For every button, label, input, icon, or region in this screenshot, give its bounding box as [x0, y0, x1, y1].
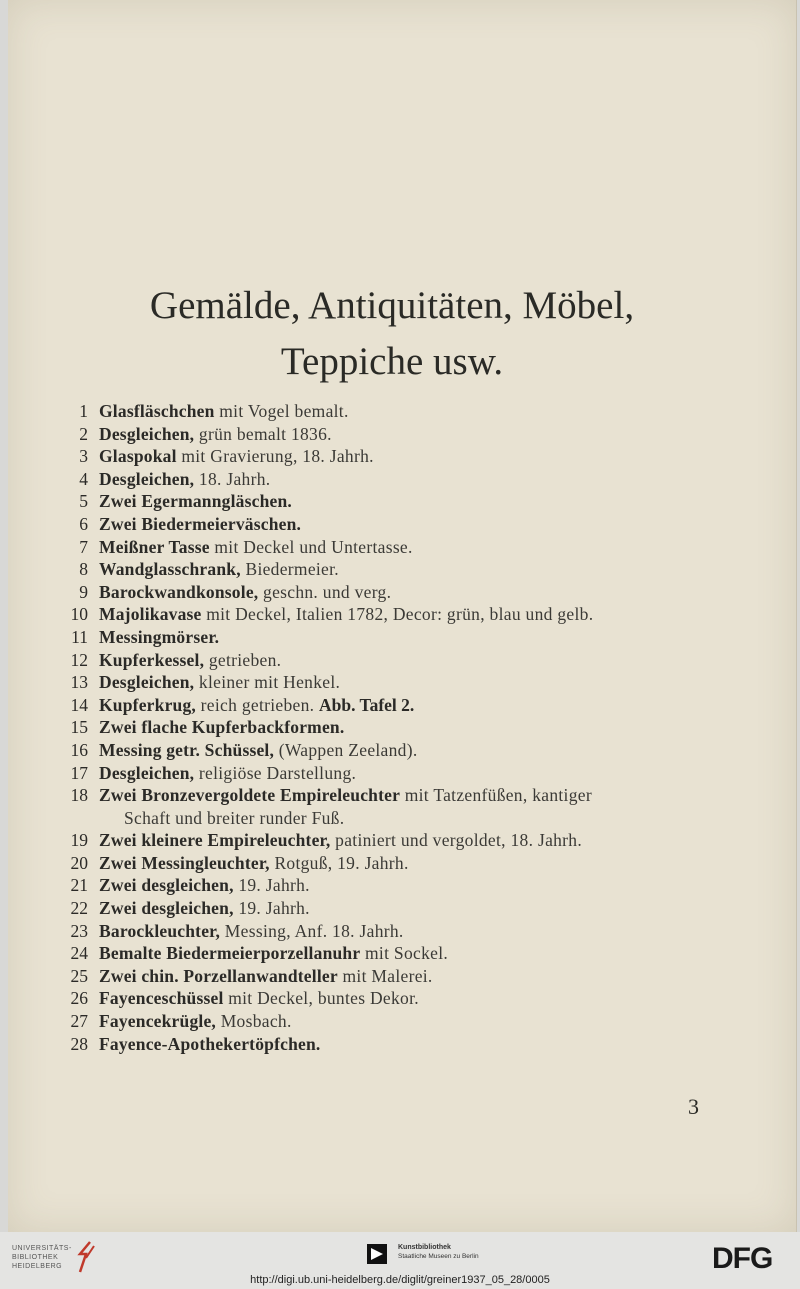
item-number: 14	[70, 694, 88, 715]
item-name: Zwei desgleichen,	[99, 898, 234, 919]
heidelberg-mark-icon	[76, 1240, 96, 1274]
item-description	[99, 536, 413, 559]
catalog-item	[8, 649, 788, 672]
source-url-link[interactable]: http://digi.ub.uni-heidelberg.de/diglit/greiner1937_05_28/0005	[250, 1274, 550, 1286]
catalog-item	[8, 694, 788, 717]
item-description	[99, 829, 582, 852]
item-description	[99, 942, 448, 965]
item-description	[99, 784, 592, 807]
item-details: reich getrieben.	[196, 694, 319, 715]
item-name: Fayence-Apothekertöpfchen.	[99, 1033, 321, 1054]
item-description	[99, 671, 340, 694]
item-details: getrieben.	[204, 649, 282, 670]
scanned-page	[8, 0, 797, 1232]
page-title	[8, 278, 776, 390]
catalog-item	[8, 920, 788, 943]
item-details-continued: Schaft und breiter runder Fuß.	[124, 807, 345, 828]
item-number: 1	[79, 401, 88, 421]
item-number: 27	[70, 1011, 88, 1032]
item-name: Barockleuchter,	[99, 920, 221, 941]
item-details: 18. Jahrh.	[194, 468, 271, 489]
item-description	[99, 897, 310, 920]
item-details: mit Malerei.	[337, 965, 433, 986]
item-description	[99, 513, 301, 536]
item-number: 24	[70, 943, 88, 964]
catalog-item	[8, 490, 788, 513]
item-name: Kupferkessel,	[99, 649, 205, 670]
catalog-item	[8, 603, 788, 626]
item-name: Bemalte Biedermeierporzellanuhr	[99, 943, 361, 964]
item-name: Desgleichen,	[99, 423, 195, 444]
item-number: 5	[79, 491, 88, 512]
item-name: Zwei Egermanngläschen.	[99, 491, 293, 512]
item-number: 11	[71, 626, 88, 647]
item-details: mit Vogel bemalt.	[214, 401, 349, 421]
item-description	[99, 739, 418, 762]
item-details: 19. Jahrh.	[233, 875, 310, 896]
item-description	[99, 558, 339, 581]
item-number: 13	[70, 672, 88, 693]
item-description	[99, 400, 349, 423]
item-name: Desgleichen,	[99, 762, 195, 783]
item-description	[99, 965, 433, 988]
item-name: Messing getr. Schüssel,	[99, 739, 275, 760]
item-description	[99, 762, 356, 785]
item-name: Majolikavase	[99, 604, 202, 625]
item-number: 22	[70, 898, 88, 919]
catalog-item	[8, 626, 788, 649]
item-details: Mosbach.	[216, 1011, 292, 1032]
catalog-item	[8, 874, 788, 897]
item-number: 19	[70, 830, 88, 851]
item-details: mit Deckel und Untertasse.	[209, 536, 413, 557]
catalog-item	[8, 739, 788, 762]
item-name: Zwei flache Kupferbackformen.	[99, 717, 345, 738]
catalog-item	[8, 784, 788, 807]
item-details: kleiner mit Henkel.	[194, 672, 341, 693]
item-number: 6	[79, 513, 88, 534]
item-details: religiöse Darstellung.	[194, 762, 357, 783]
item-details: mit Deckel, buntes Dekor.	[223, 988, 419, 1009]
catalog-item	[8, 445, 788, 468]
title-line-2: Teppiche usw.	[280, 340, 504, 383]
catalog-item	[8, 558, 788, 581]
catalog-item	[8, 987, 788, 1010]
item-number: 4	[79, 468, 88, 489]
catalog-item	[8, 423, 788, 446]
title-line-1: Gemälde, Antiquitäten, Möbel,	[149, 284, 635, 327]
item-number: 7	[79, 536, 88, 557]
item-number: 15	[70, 717, 88, 738]
item-number: 25	[70, 965, 88, 986]
item-name: Glaspokal	[99, 446, 177, 467]
item-number: 9	[79, 581, 88, 602]
item-name: Zwei chin. Porzellanwandteller	[99, 965, 338, 986]
item-description	[99, 603, 593, 626]
dfg-logo: DFG	[712, 1242, 773, 1275]
footer-bar	[0, 1232, 800, 1289]
item-details: (Wappen Zeeland).	[274, 739, 418, 760]
item-details: Biedermeier.	[240, 559, 339, 580]
item-number: 3	[79, 446, 88, 467]
item-number: 17	[70, 762, 88, 783]
item-number: 23	[70, 920, 88, 941]
catalog-item	[8, 1010, 788, 1033]
item-number: 20	[70, 852, 88, 873]
catalog-item	[8, 965, 788, 988]
item-description	[99, 716, 344, 739]
item-description	[99, 626, 219, 649]
catalog-item	[8, 513, 788, 536]
catalog-item	[8, 536, 788, 559]
item-name: Barockwandkonsole,	[99, 581, 259, 602]
item-description	[99, 694, 414, 717]
item-description	[99, 1033, 320, 1056]
catalog-list	[8, 400, 788, 1055]
catalog-item	[8, 671, 788, 694]
catalog-item	[8, 468, 788, 491]
catalog-item	[8, 942, 788, 965]
kunstbibliothek-logo-icon	[367, 1244, 387, 1264]
kunstbibliothek-label: Kunstbibliothek Staatliche Museen zu Berlin	[398, 1244, 479, 1260]
item-number: 21	[70, 875, 88, 896]
catalog-item-continuation	[8, 807, 788, 830]
catalog-item	[8, 762, 788, 785]
item-details: mit Deckel, Italien 1782, Decor: grün, blau und gelb.	[201, 604, 594, 625]
item-name: Zwei Messingleuchter,	[99, 852, 270, 873]
item-description	[99, 987, 419, 1010]
page-number: 3	[688, 1094, 699, 1119]
item-description	[99, 1010, 292, 1033]
item-number: 28	[70, 1033, 88, 1054]
item-description	[99, 581, 391, 604]
item-number: 16	[70, 739, 88, 760]
catalog-item	[8, 716, 788, 739]
item-name: Desgleichen,	[99, 468, 195, 489]
item-number: 10	[70, 604, 88, 625]
item-name: Fayencekrügle,	[99, 1011, 217, 1032]
item-number: 12	[70, 649, 88, 670]
item-number: 26	[70, 988, 88, 1009]
item-details: mit Tatzenfüßen, kantiger	[400, 785, 592, 806]
item-name: Fayenceschüssel	[99, 988, 224, 1009]
item-description	[99, 920, 404, 943]
item-description	[99, 649, 281, 672]
item-name: Zwei desgleichen,	[99, 875, 234, 896]
catalog-item	[8, 897, 788, 920]
item-name: Zwei Bronzevergoldete Empireleuchter	[99, 785, 401, 806]
item-description	[99, 445, 374, 468]
item-number: 8	[79, 559, 88, 580]
item-name: Glasfläschchen	[99, 401, 215, 421]
item-description	[99, 852, 409, 875]
item-name: Kupferkrug,	[99, 694, 196, 715]
catalog-item	[8, 1033, 788, 1056]
item-details: grün bemalt 1836.	[194, 423, 332, 444]
catalog-item	[8, 829, 788, 852]
item-details: mit Gravierung, 18. Jahrh.	[176, 446, 374, 467]
item-name: Zwei Biedermeierväschen.	[99, 513, 302, 534]
item-name: Desgleichen,	[99, 672, 195, 693]
item-details: mit Sockel.	[360, 943, 449, 964]
item-description	[99, 874, 310, 897]
item-details: Messing, Anf. 18. Jahrh.	[220, 920, 404, 941]
item-name: Meißner Tasse	[99, 536, 210, 557]
catalog-item	[8, 852, 788, 875]
item-details: geschn. und verg.	[258, 581, 392, 602]
item-description	[99, 423, 332, 446]
catalog-item	[8, 581, 788, 604]
item-number: 2	[79, 423, 88, 444]
item-description	[99, 490, 292, 513]
item-description	[99, 468, 270, 491]
university-library-logo: UNIVERSITÄTS- BIBLIOTHEK HEIDELBERG	[12, 1245, 72, 1270]
item-name: Zwei kleinere Empireleuchter,	[99, 830, 331, 851]
item-plate-reference: Abb. Tafel 2.	[318, 694, 415, 715]
item-details: 19. Jahrh.	[233, 898, 310, 919]
item-details: patiniert und vergoldet, 18. Jahrh.	[330, 830, 583, 851]
catalog-item	[8, 400, 788, 423]
item-number: 18	[70, 785, 88, 806]
item-name: Messingmörser.	[99, 626, 220, 647]
item-details: Rotguß, 19. Jahrh.	[269, 852, 409, 873]
item-name: Wandglasschrank,	[99, 559, 241, 580]
